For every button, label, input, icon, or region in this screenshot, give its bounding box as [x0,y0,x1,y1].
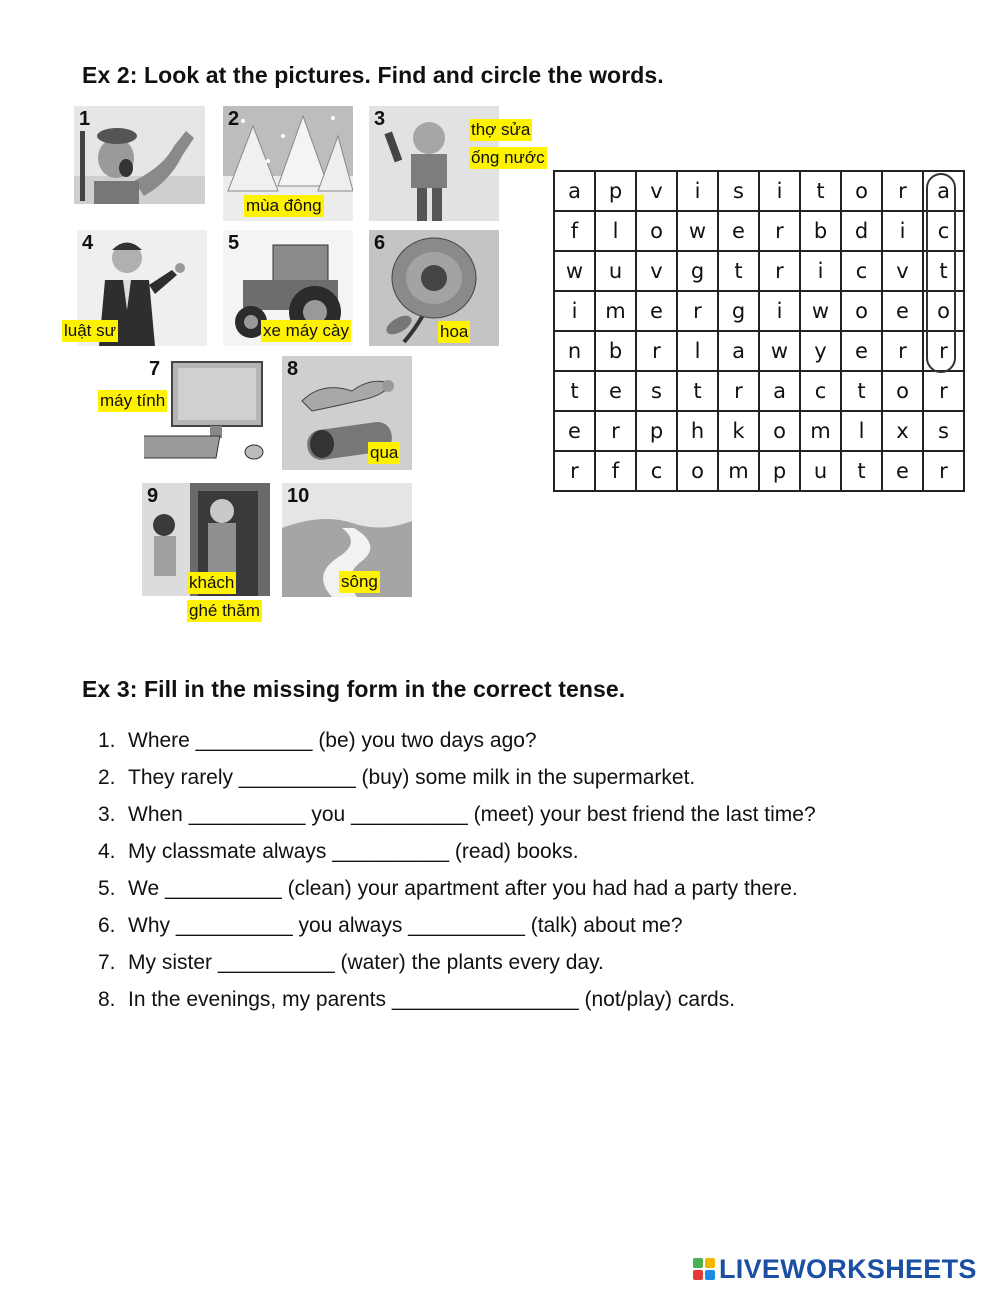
picture-number: 7 [149,358,161,380]
grid-cell[interactable]: r [923,331,964,371]
grid-cell[interactable]: u [595,251,636,291]
grid-cell[interactable]: i [882,211,923,251]
grid-cell[interactable]: c [841,251,882,291]
question-item [98,763,816,800]
picture-number: 3 [374,108,386,130]
picture-8 [282,356,412,470]
grid-row [554,211,964,251]
grid-cell[interactable]: k [718,411,759,451]
grid-cell[interactable]: b [595,331,636,371]
label-tractor: xe máy cày [263,321,349,340]
grid-cell[interactable]: y [800,331,841,371]
grid-row [554,371,964,411]
grid-cell[interactable]: x [882,411,923,451]
grid-cell[interactable]: r [882,331,923,371]
grid-cell[interactable]: r [677,291,718,331]
grid-cell[interactable]: m [595,291,636,331]
question-text: We __________ (clean) your apartment after you had had a party there. [128,877,798,900]
grid-cell[interactable]: b [800,211,841,251]
question-number: 2. [98,766,116,789]
grid-cell[interactable]: t [800,171,841,211]
label-flower: hoa [440,322,469,341]
computer-illustration [144,356,265,470]
grid-cell[interactable]: h [677,411,718,451]
picture-number: 6 [374,232,386,254]
question-number: 8. [98,988,116,1011]
grid-cell[interactable]: r [595,411,636,451]
label-computer: máy tính [100,391,166,410]
picture-number: 8 [287,358,299,380]
grid-cell[interactable]: o [923,291,964,331]
grid-cell[interactable]: t [718,251,759,291]
grid-cell[interactable]: e [882,291,923,331]
grid-cell[interactable]: l [841,411,882,451]
grid-cell[interactable]: g [677,251,718,291]
grid-cell[interactable]: d [841,211,882,251]
grid-cell[interactable]: w [800,291,841,331]
liveworksheets-logo-icon [693,1258,715,1280]
grid-row [554,451,964,491]
grid-cell[interactable]: c [636,451,677,491]
exercise-3-title: Ex 3: Fill in the missing form in the correct tense. [82,676,626,702]
question-number: 4. [98,840,116,863]
question-number: 7. [98,951,116,974]
grid-cell[interactable]: r [554,451,595,491]
picture-6 [369,230,499,346]
question-text: My classmate always __________ (read) books. [128,840,579,863]
grid-cell[interactable]: i [800,251,841,291]
grid-row [554,171,964,211]
grid-cell[interactable]: t [841,371,882,411]
grid-cell[interactable]: v [636,251,677,291]
grid-cell[interactable]: r [882,171,923,211]
grid-cell[interactable]: i [759,171,800,211]
grid-cell[interactable]: r [636,331,677,371]
grid-cell[interactable]: f [595,451,636,491]
question-item [98,837,816,874]
grid-cell[interactable]: o [636,211,677,251]
label-visitor-line-2: ghé thăm [189,601,260,620]
picture-number: 10 [287,485,310,507]
logo-wordmark: LIVEWORKSHEETS [719,1253,977,1284]
picture-number: 9 [147,485,159,507]
grid-cell[interactable]: e [554,411,595,451]
grid-cell[interactable]: e [718,211,759,251]
grid-cell[interactable]: t [554,371,595,411]
grid-cell[interactable]: o [841,171,882,211]
grid-cell[interactable]: o [759,411,800,451]
grid-cell[interactable]: a [923,171,964,211]
question-text: Where __________ (be) you two days ago? [128,729,537,752]
grid-cell[interactable]: p [759,451,800,491]
grid-cell[interactable]: r [759,251,800,291]
grid-cell[interactable]: t [677,371,718,411]
grid-cell[interactable]: t [923,251,964,291]
picture-10 [282,483,412,597]
grid-cell[interactable]: m [800,411,841,451]
grid-cell[interactable]: e [595,371,636,411]
question-text: When __________ you __________ (meet) your best friend the last time? [128,803,816,826]
grid-cell[interactable]: v [882,251,923,291]
picture-5 [223,230,353,346]
shouting-man-illustration [74,106,205,204]
word-search-grid [553,170,965,492]
label-visitor-line-1: khách [189,573,235,592]
grid-row [554,411,964,451]
grid-cell[interactable]: c [800,371,841,411]
grid-cell[interactable]: e [636,291,677,331]
question-item [98,911,816,948]
grid-cell[interactable]: m [718,451,759,491]
question-list [98,726,816,1022]
question-item [98,948,816,985]
grid-cell[interactable]: o [677,451,718,491]
picture-number: 5 [228,232,240,254]
grid-cell[interactable]: f [554,211,595,251]
label-plumber-line-1: thợ sửa [471,120,531,139]
grid-cell[interactable]: p [595,171,636,211]
exercise-2-title: Ex 2: Look at the pictures. Find and circle the words. [82,62,664,88]
grid-cell[interactable]: e [882,451,923,491]
question-text: In the evenings, my parents ________________ (not/play) cards. [128,988,736,1011]
grid-cell[interactable]: l [595,211,636,251]
question-text: Why __________ you always __________ (talk) about me? [128,914,683,937]
question-number: 1. [98,729,116,752]
grid-cell[interactable]: v [636,171,677,211]
grid-cell[interactable]: o [882,371,923,411]
picture-2 [223,106,353,221]
circled-word-actor [926,173,956,373]
grid-cell[interactable]: p [636,411,677,451]
picture-number: 1 [79,108,91,130]
grid-cell[interactable]: o [841,291,882,331]
grid-cell[interactable]: a [554,171,595,211]
grid-cell[interactable]: c [923,211,964,251]
grid-cell[interactable]: i [554,291,595,331]
grid-cell[interactable]: i [759,291,800,331]
question-number: 6. [98,914,116,937]
grid-cell[interactable]: r [759,211,800,251]
question-number: 5. [98,877,116,900]
grid-cell[interactable]: w [677,211,718,251]
question-text: My sister __________ (water) the plants every day. [128,951,604,974]
liveworksheets-logo [693,1254,977,1284]
question-item [98,726,816,763]
grid-cell[interactable]: n [554,331,595,371]
label-winter: mùa đông [246,196,322,215]
grid-cell[interactable]: t [841,451,882,491]
grid-cell[interactable]: s [923,411,964,451]
grid-cell[interactable]: i [677,171,718,211]
grid-cell[interactable]: w [554,251,595,291]
grid-cell[interactable]: w [759,331,800,371]
picture-7 [144,356,265,470]
grid-cell[interactable]: a [759,371,800,411]
question-item [98,800,816,837]
flower-illustration [369,230,499,346]
grid-cell[interactable]: a [718,331,759,371]
question-number: 3. [98,803,116,826]
question-text: They rarely __________ (buy) some milk in the supermarket. [128,766,696,789]
grid-cell[interactable]: s [636,371,677,411]
grid-cell[interactable]: g [718,291,759,331]
grid-cell[interactable]: e [841,331,882,371]
grid-cell[interactable]: r [923,451,964,491]
picture-number: 4 [82,232,94,254]
question-item [98,985,816,1022]
label-over: qua [370,443,399,462]
grid-cell[interactable]: r [718,371,759,411]
grid-row [554,251,964,291]
label-river: sông [341,572,378,591]
grid-cell[interactable]: s [718,171,759,211]
grid-row [554,291,964,331]
picture-number: 2 [228,108,240,130]
grid-cell[interactable]: r [923,371,964,411]
picture-1 [74,106,205,204]
grid-row [554,331,964,371]
question-item [98,874,816,911]
grid-cell[interactable]: l [677,331,718,371]
label-lawyer: luật sư [64,321,117,340]
grid-cell[interactable]: u [800,451,841,491]
label-plumber-line-2: ống nước [471,148,545,167]
